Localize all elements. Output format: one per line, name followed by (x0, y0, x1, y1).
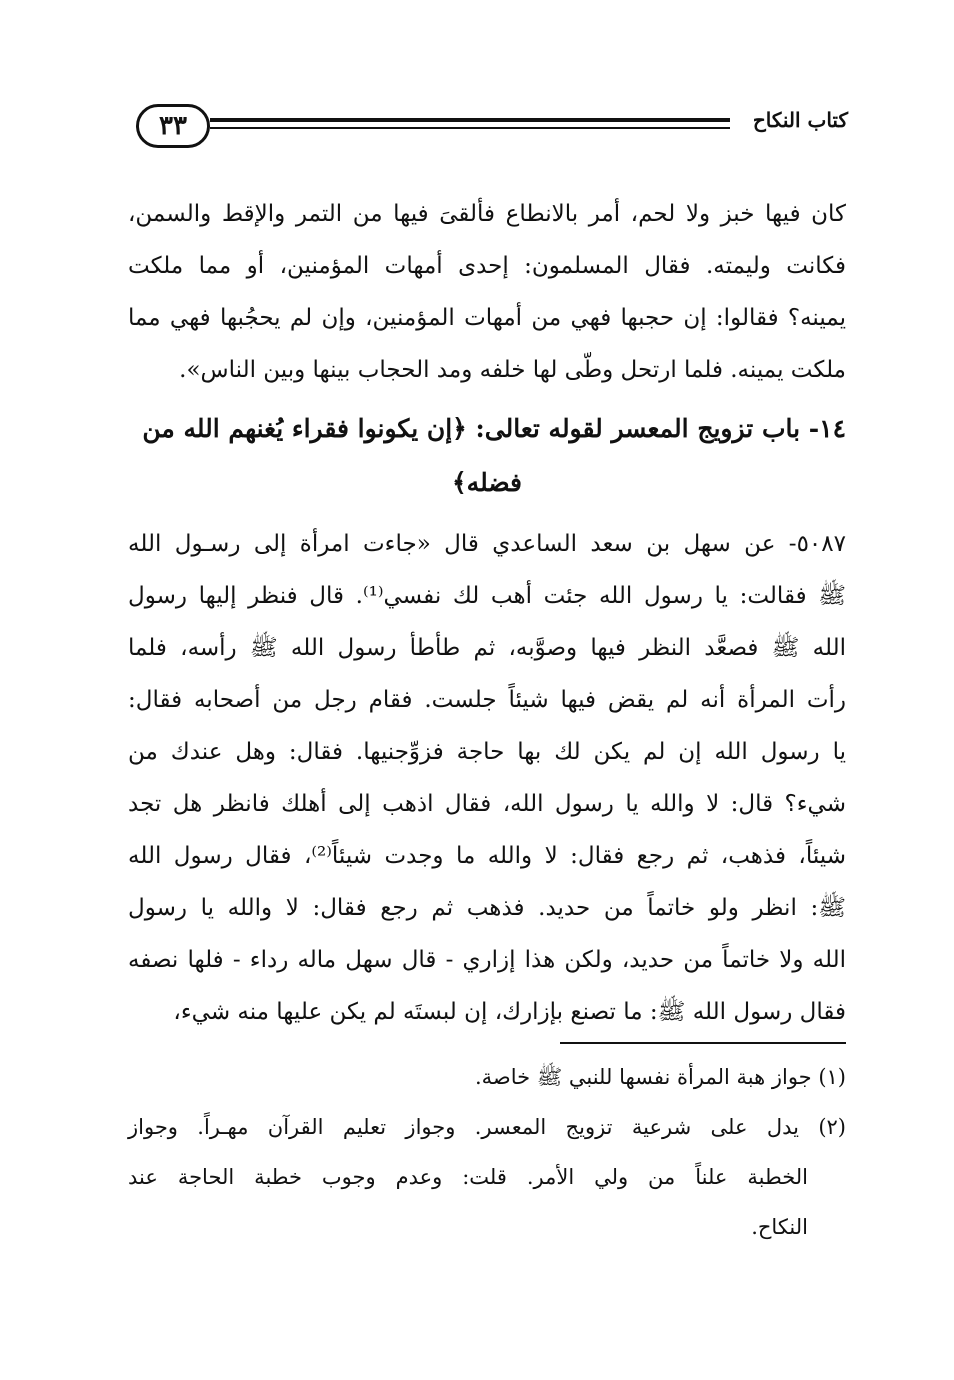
heading-line-1: ١٤- باب تزويج المعسر لقوله تعالى: ﴿إن يكونوا فقراء يُغنهم الله من (142, 414, 846, 443)
page-number-badge (136, 104, 210, 148)
footnote-line: (٢) يدل على شرعية تزويج المعسر. وجواز تعليم القرآن مهـراً. وجواز (128, 1115, 846, 1139)
footnote-2 (128, 1102, 846, 1252)
page-header (128, 98, 848, 156)
footnote-line: (١) جواز هبة المرأة نفسها للنبي ﷺ خاصة. (475, 1065, 846, 1089)
footnote-line: الخطبة علناً من ولي الأمر. قلت: وعدم وجوب خطبة الحاجة عند (128, 1165, 808, 1189)
text-line: يا رسول الله إن لم يكن لك بها حاجة فزوِّجنيها. فقال: وهل عندك من (128, 739, 846, 765)
page-number: ٣٣ (159, 111, 187, 141)
footnote-divider (560, 1042, 846, 1044)
text-line: ٥٠٨٧- عن سهل بن سعد الساعدي قال «جاءت امرأة إلى رسـول الله (128, 531, 846, 557)
footnotes (128, 1052, 846, 1252)
text-line: رأت المرأة أنه لم يقض فيها شيئاً جلست. فقام رجل من أصحابه فقال: (128, 687, 846, 713)
footnote-line: النكاح. (751, 1215, 808, 1239)
text-line: ملكت يمينه. فلما ارتحل وطّى لها خلفه ومد الحجاب بينها وبين الناس». (179, 357, 846, 383)
text-line: ﷺ: انظر ولو خاتماً من حديد. فذهب ثم رجع فقال: لا والله يا رسول (128, 895, 846, 921)
heading-line-2: فضله﴾ (452, 468, 522, 497)
text-line: ﷺ فقالت: يا رسول الله جئت أهب لك نفسي⁽¹⁾. قال فنظر إليها رسول (128, 583, 846, 609)
text-line: الله ﷺ فصعَّد النظر فيها وصوَّبه، ثم طأطأ رسول الله ﷺ رأسه، فلما (128, 635, 846, 661)
text-line: الله ولا خاتماً من حديد، ولكن هذا إزاري - قال سهل ماله رداء - فلها نصفه (128, 947, 846, 973)
footnote-1 (128, 1052, 846, 1102)
book-title: كتاب النكاح (752, 108, 848, 132)
text-line: كان فيها خبز ولا لحم، أمر بالانطاع فألقىَ فيها من التمر والإقط والسمن، (128, 201, 846, 227)
chapter-heading (128, 402, 846, 510)
hadith-paragraph (128, 518, 846, 1038)
text-line: يمينه؟ فقالوا: إن حجبها فهي من أمهات المؤمنين، وإن لم يحجُبها فهي مما (128, 305, 846, 331)
header-rule (210, 118, 730, 132)
paragraph-continuation (128, 188, 846, 396)
text-line: شيء؟ قال: لا والله يا رسول الله، فقال اذهب إلى أهلك فانظر هل تجد (128, 791, 846, 817)
text-line: فكانت وليمته. فقال المسلمون: إحدى أمهات المؤمنين، أو مما ملكت (128, 253, 846, 279)
text-line: فقال رسول الله ﷺ: ما تصنع بإزارك، إن لبستَه لم يكن عليها منه شيء، (173, 999, 846, 1025)
text-line: شيئاً، فذهب، ثم رجع فقال: لا والله ما وجدت شيئاً⁽²⁾، فقال رسول الله (128, 843, 846, 869)
